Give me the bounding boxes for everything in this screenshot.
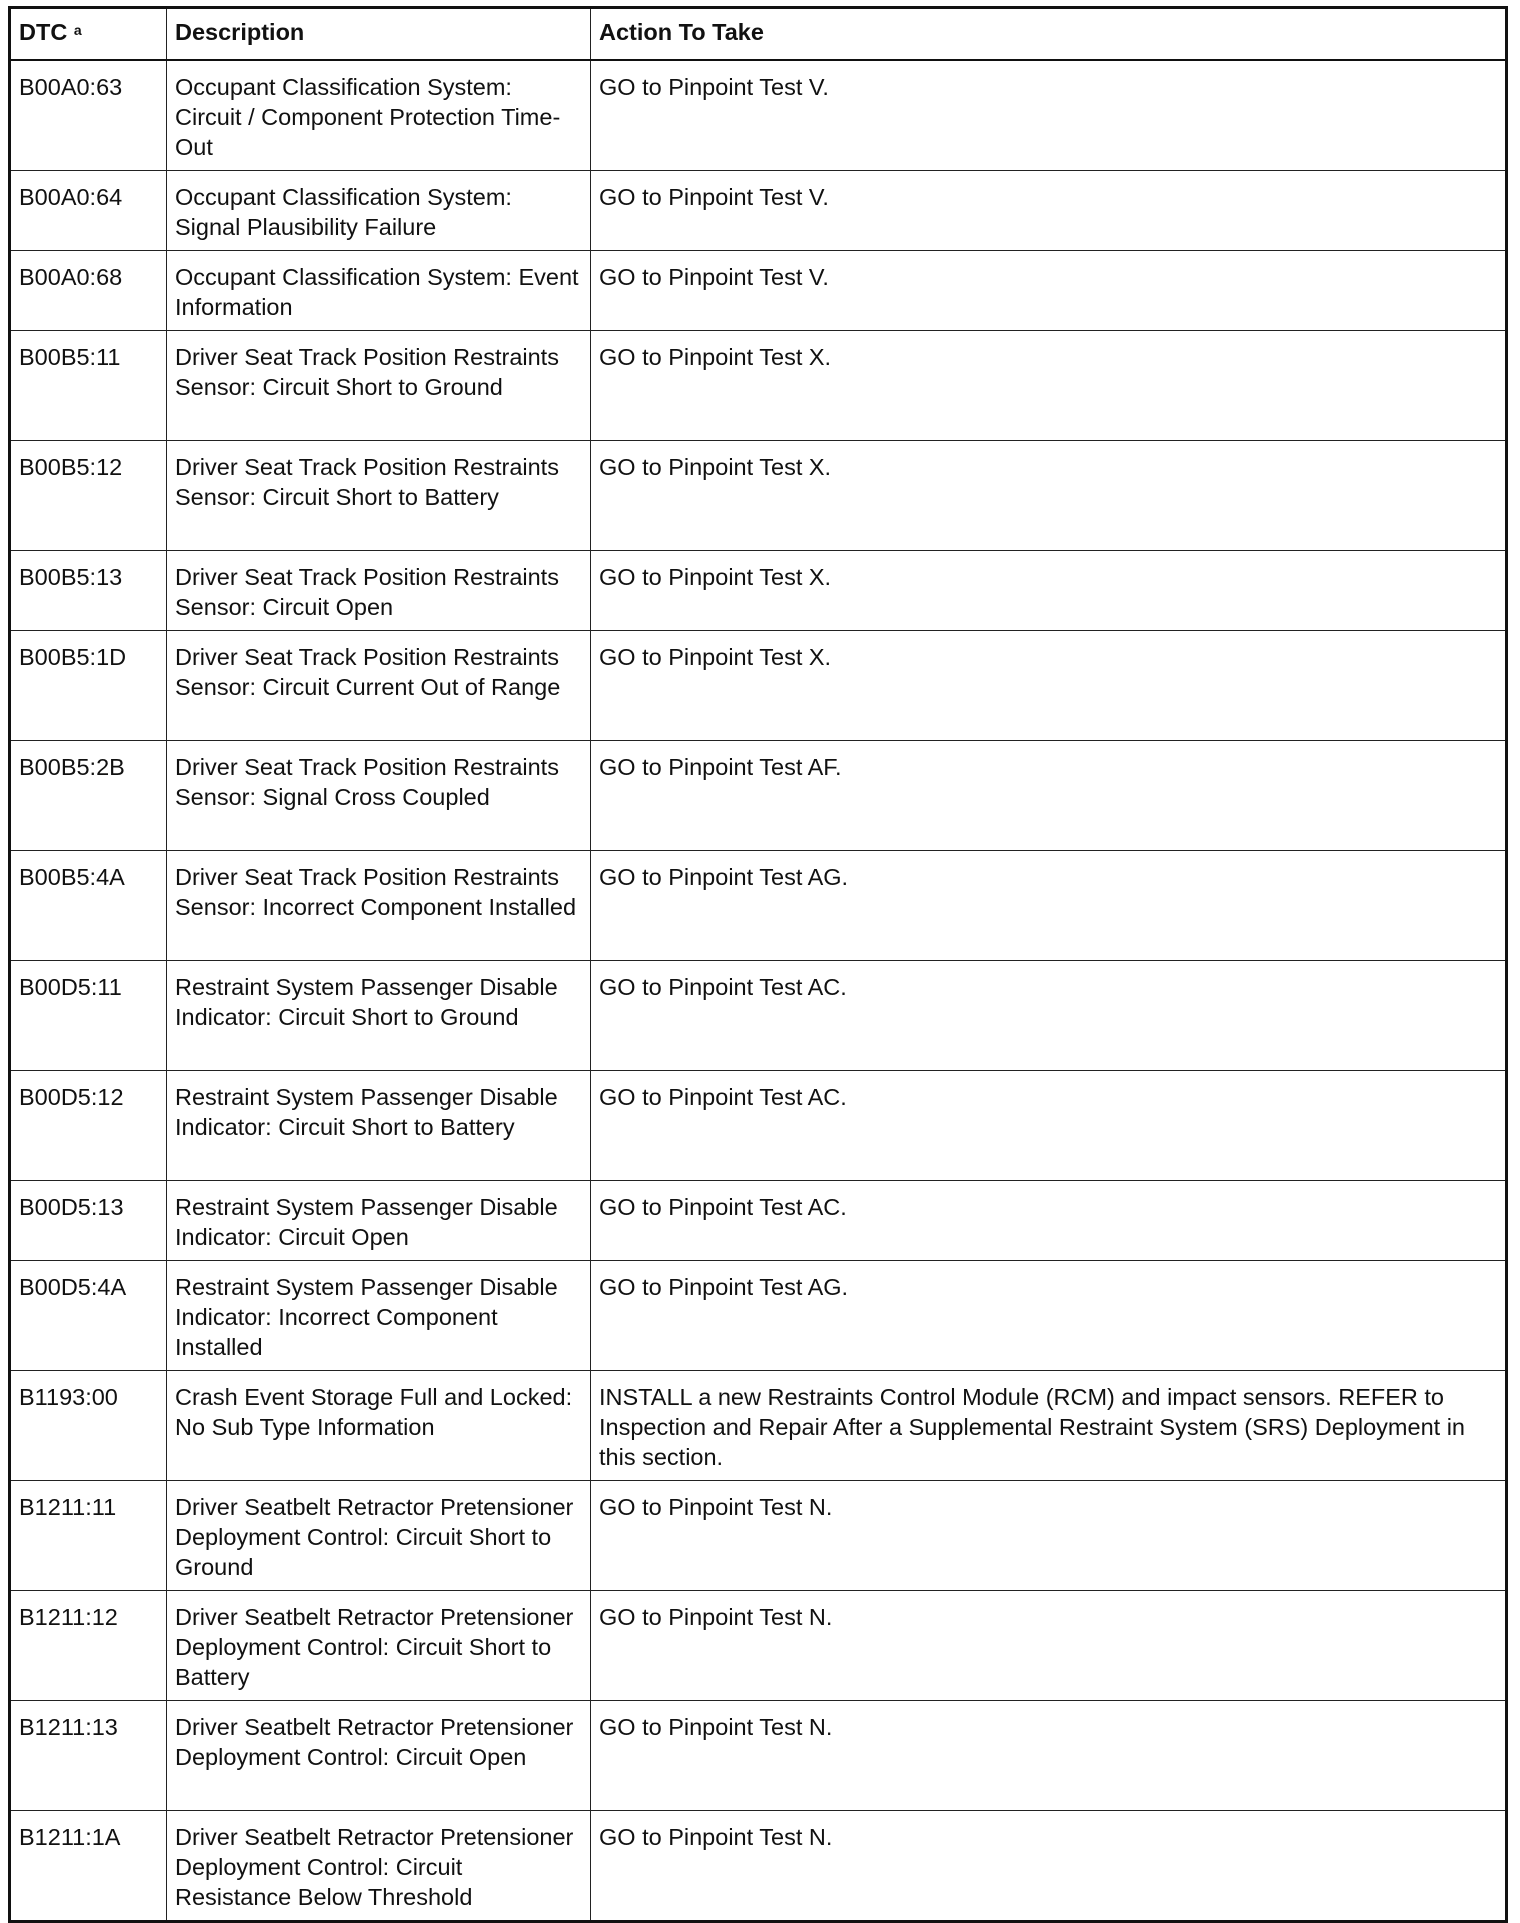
description-cell: Occupant Classification System: Event Information [167, 251, 591, 331]
dtc-code-cell: B00B5:2B [10, 741, 167, 851]
action-cell: GO to Pinpoint Test X. [591, 331, 1507, 441]
description-cell: Driver Seat Track Position Restraints Sensor: Circuit Open [167, 551, 591, 631]
header-action: Action To Take [591, 8, 1507, 61]
dtc-code-cell: B00D5:12 [10, 1071, 167, 1181]
action-cell: INSTALL a new Restraints Control Module (RCM) and impact sensors. REFER to Inspection and Repair After a Supplemental Restraint System (SRS) Deployment in this section. [591, 1371, 1507, 1481]
table-row [10, 441, 1507, 551]
dtc-table-header [10, 8, 1507, 61]
dtc-table-page [8, 6, 1508, 1923]
table-row [10, 851, 1507, 961]
dtc-code-cell: B00D5:4A [10, 1261, 167, 1371]
table-row [10, 60, 1507, 171]
description-cell: Restraint System Passenger Disable Indicator: Circuit Open [167, 1181, 591, 1261]
dtc-code-cell: B1211:13 [10, 1701, 167, 1811]
header-dtc-label: DTC [19, 19, 68, 45]
header-dtc-footnote: a [73, 22, 82, 38]
description-cell: Driver Seat Track Position Restraints Sensor: Circuit Short to Ground [167, 331, 591, 441]
table-row [10, 551, 1507, 631]
action-cell: GO to Pinpoint Test N. [591, 1591, 1507, 1701]
dtc-code-cell: B00A0:64 [10, 171, 167, 251]
table-row [10, 741, 1507, 851]
action-cell: GO to Pinpoint Test X. [591, 441, 1507, 551]
dtc-code-cell: B1193:00 [10, 1371, 167, 1481]
dtc-code-cell: B00A0:63 [10, 60, 167, 171]
action-cell: GO to Pinpoint Test AC. [591, 1181, 1507, 1261]
dtc-code-cell: B00B5:12 [10, 441, 167, 551]
dtc-table-body [10, 60, 1507, 1922]
dtc-code-cell: B00B5:11 [10, 331, 167, 441]
description-cell: Driver Seat Track Position Restraints Sensor: Circuit Current Out of Range [167, 631, 591, 741]
action-cell: GO to Pinpoint Test AC. [591, 1071, 1507, 1181]
dtc-code-cell: B00A0:68 [10, 251, 167, 331]
dtc-code-cell: B1211:11 [10, 1481, 167, 1591]
action-cell: GO to Pinpoint Test V. [591, 171, 1507, 251]
description-cell: Driver Seatbelt Retractor Pretensioner Deployment Control: Circuit Short to Battery [167, 1591, 591, 1701]
description-cell: Restraint System Passenger Disable Indicator: Incorrect Component Installed [167, 1261, 591, 1371]
table-row [10, 631, 1507, 741]
action-cell: GO to Pinpoint Test N. [591, 1811, 1507, 1922]
description-cell: Driver Seat Track Position Restraints Sensor: Incorrect Component Installed [167, 851, 591, 961]
table-row [10, 1701, 1507, 1811]
dtc-code-cell: B00B5:13 [10, 551, 167, 631]
dtc-table [8, 6, 1508, 1923]
description-cell: Crash Event Storage Full and Locked: No Sub Type Information [167, 1371, 591, 1481]
dtc-code-cell: B1211:1A [10, 1811, 167, 1922]
action-cell: GO to Pinpoint Test N. [591, 1481, 1507, 1591]
table-row [10, 1071, 1507, 1181]
action-cell: GO to Pinpoint Test AF. [591, 741, 1507, 851]
header-row [10, 8, 1507, 61]
table-row [10, 961, 1507, 1071]
table-row [10, 1181, 1507, 1261]
action-cell: GO to Pinpoint Test AG. [591, 1261, 1507, 1371]
description-cell: Driver Seatbelt Retractor Pretensioner Deployment Control: Circuit Resistance Below Threshold [167, 1811, 591, 1922]
dtc-code-cell: B00D5:13 [10, 1181, 167, 1261]
description-cell: Driver Seat Track Position Restraints Sensor: Signal Cross Coupled [167, 741, 591, 851]
description-cell: Driver Seatbelt Retractor Pretensioner Deployment Control: Circuit Open [167, 1701, 591, 1811]
dtc-code-cell: B00D5:11 [10, 961, 167, 1071]
description-cell: Occupant Classification System: Circuit / Component Protection Time-Out [167, 60, 591, 171]
table-row [10, 1811, 1507, 1922]
table-row [10, 1591, 1507, 1701]
table-row [10, 1371, 1507, 1481]
description-cell: Restraint System Passenger Disable Indicator: Circuit Short to Battery [167, 1071, 591, 1181]
header-description: Description [167, 8, 591, 61]
dtc-code-cell: B1211:12 [10, 1591, 167, 1701]
action-cell: GO to Pinpoint Test AG. [591, 851, 1507, 961]
dtc-code-cell: B00B5:4A [10, 851, 167, 961]
action-cell: GO to Pinpoint Test V. [591, 251, 1507, 331]
action-cell: GO to Pinpoint Test V. [591, 60, 1507, 171]
description-cell: Driver Seatbelt Retractor Pretensioner Deployment Control: Circuit Short to Ground [167, 1481, 591, 1591]
description-cell: Restraint System Passenger Disable Indicator: Circuit Short to Ground [167, 961, 591, 1071]
table-row [10, 1481, 1507, 1591]
action-cell: GO to Pinpoint Test X. [591, 551, 1507, 631]
action-cell: GO to Pinpoint Test X. [591, 631, 1507, 741]
table-row [10, 331, 1507, 441]
table-row [10, 251, 1507, 331]
action-cell: GO to Pinpoint Test N. [591, 1701, 1507, 1811]
action-cell: GO to Pinpoint Test AC. [591, 961, 1507, 1071]
dtc-code-cell: B00B5:1D [10, 631, 167, 741]
header-dtc [10, 8, 167, 61]
table-row [10, 171, 1507, 251]
description-cell: Occupant Classification System: Signal Plausibility Failure [167, 171, 591, 251]
table-row [10, 1261, 1507, 1371]
description-cell: Driver Seat Track Position Restraints Sensor: Circuit Short to Battery [167, 441, 591, 551]
